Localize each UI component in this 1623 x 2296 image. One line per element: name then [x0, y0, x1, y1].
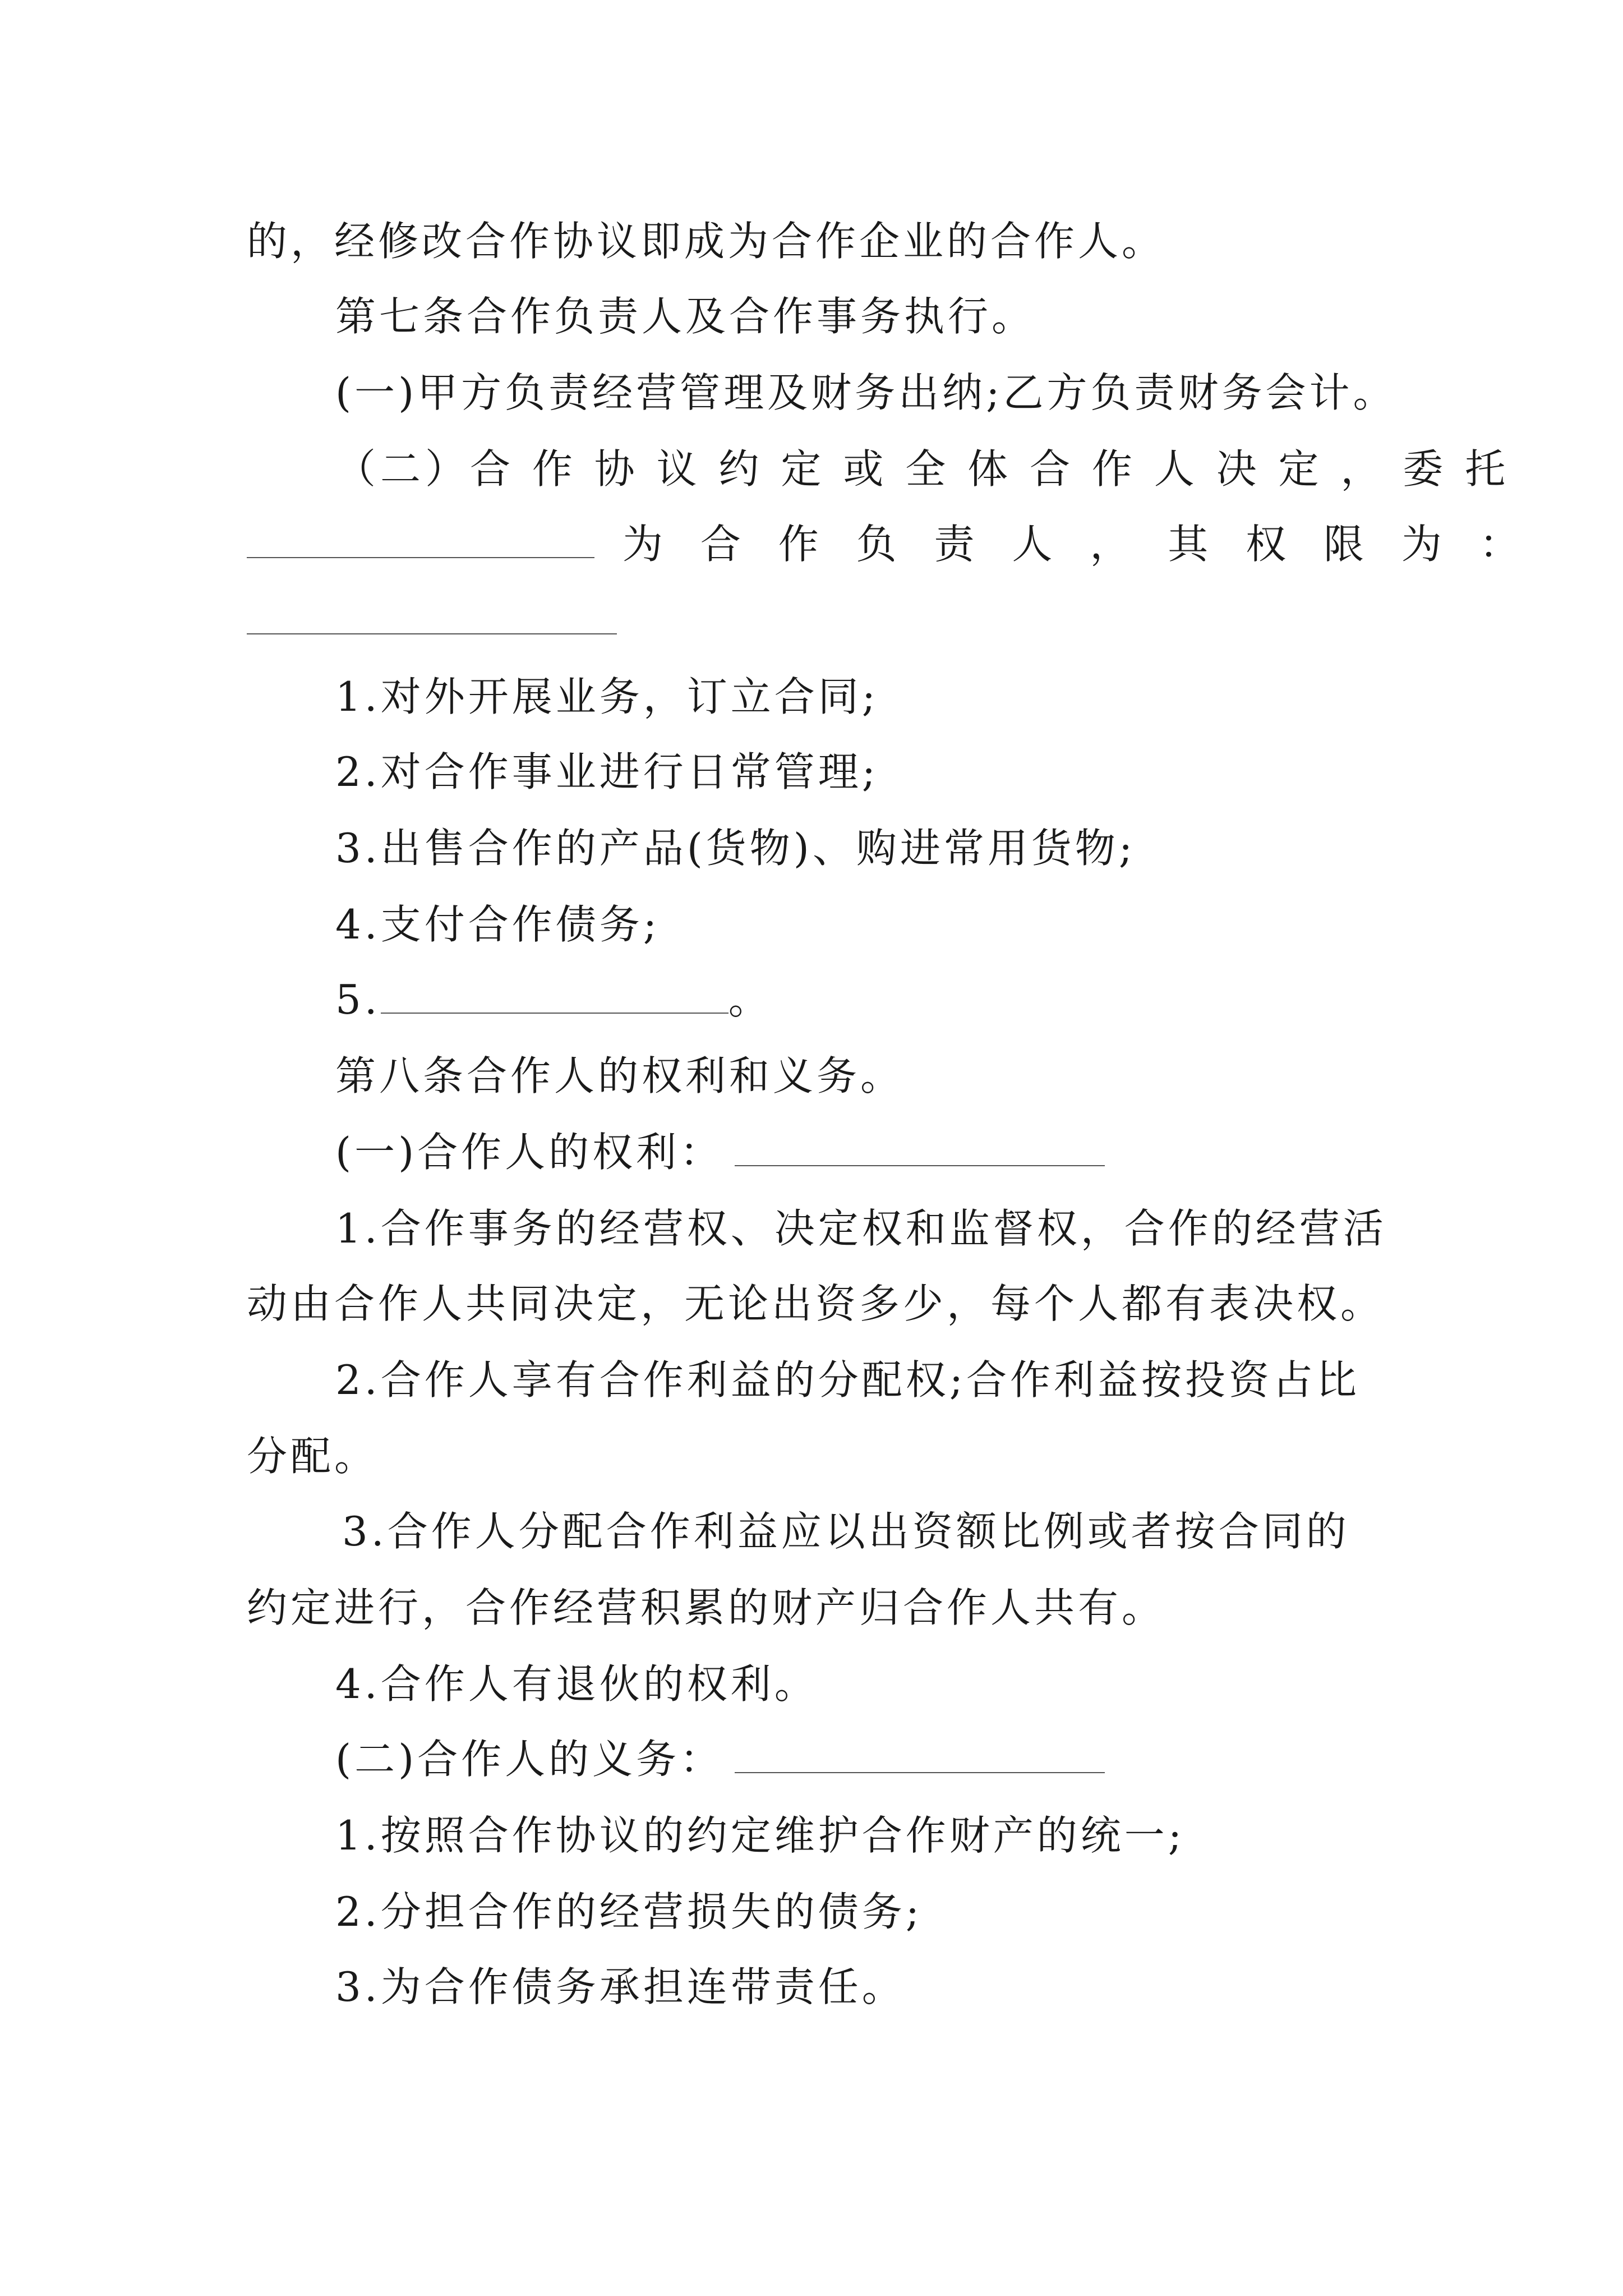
- blank-field: [735, 1732, 1105, 1773]
- clause-7-2-line-3: [247, 592, 617, 648]
- article-7-heading: 第七条合作负责人及合作事务执行。: [335, 293, 1036, 340]
- article-8-heading: 第八条合作人的权利和义务。: [335, 1052, 905, 1099]
- list-item: 2.分担合作的经营损失的债务;: [335, 1888, 923, 1935]
- list-item: 1.对外开展业务，订立合同;: [335, 673, 879, 720]
- blank-field: [247, 517, 594, 558]
- blank-field: [247, 593, 617, 634]
- paragraph-line: 3.合作人分配合作利益应以出资额比例或者按合同的: [342, 1508, 1350, 1555]
- rights-heading-text: (一)合作人的权利：: [335, 1129, 724, 1176]
- list-item: 3.为合作债务承担连带责任。: [335, 1963, 906, 2010]
- paragraph-line: 2.合作人享有合作利益的分配权;合作利益按投资占比: [335, 1356, 1360, 1404]
- clause-7-2-line-2: [247, 516, 1532, 572]
- paragraph-line: 动由合作人共同决定，无论出资多少，每个人都有表决权。: [247, 1280, 1385, 1327]
- paragraph-line: 分配。: [247, 1433, 379, 1480]
- list-item-end: 。: [728, 976, 772, 1023]
- paragraph-line: 的，经修改合作协议即成为合作企业的合作人。: [247, 218, 1166, 265]
- clause-7-2-text: 为 合 作 负 责 人 ， 其 权 限 为 ：: [623, 521, 1532, 568]
- blank-field: [735, 1125, 1105, 1166]
- list-item: 2.对合作事业进行日常管理;: [335, 748, 879, 795]
- paragraph-line: 4.合作人有退伙的权利。: [335, 1660, 818, 1708]
- list-item: 4.支付合作债务;: [335, 901, 660, 948]
- clause-7-1: (一)甲方负责经营管理及财务出纳;乙方负责财务会计。: [335, 369, 1397, 416]
- duties-heading-text: (二)合作人的义务：: [335, 1736, 724, 1783]
- list-item: 1.按照合作协议的约定维护合作财产的统一;: [335, 1812, 1185, 1859]
- list-item: [335, 972, 772, 1028]
- clause-7-2-line-1: （二）合 作 协 议 约 定 或 全 体 合 作 人 决 定 ， 委 托: [335, 445, 1510, 493]
- duties-heading: [335, 1731, 1105, 1787]
- rights-heading: [335, 1124, 1105, 1180]
- blank-field: [381, 972, 728, 1014]
- list-item: 3.出售合作的产品(货物)、购进常用货物;: [335, 825, 1136, 872]
- list-item-number: 5.: [335, 976, 381, 1023]
- paragraph-line: 约定进行，合作经营积累的财产归合作人共有。: [247, 1584, 1166, 1631]
- paragraph-line: 1.合作事务的经营权、决定权和监督权，合作的经营活: [335, 1205, 1387, 1252]
